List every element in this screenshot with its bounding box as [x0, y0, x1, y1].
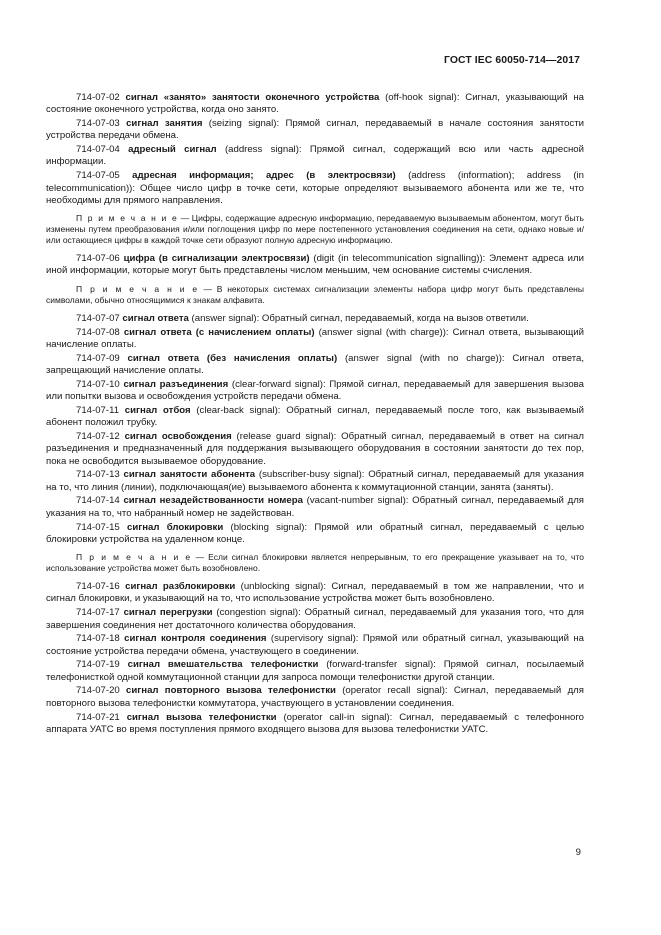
- entry-term: сигнал занятости абонента: [123, 469, 256, 481]
- note-label: П р и м е ч а н и е: [76, 283, 199, 294]
- entry-term: сигнал перегрузки: [123, 607, 213, 619]
- entry-term: цифра (в сигнализации электросвязи): [123, 253, 310, 265]
- entry-term: сигнал вмешательства телефонистки: [127, 659, 319, 671]
- entry-714-07-07: 714-07-07 сигнал ответа (answer signal): Обратный сигнал, передаваемый, когда на вызов ответили.: [76, 312, 529, 324]
- entry-term: адресная информация; адрес (в электросвязи): [132, 170, 396, 182]
- entry-term: сигнал занятия: [126, 118, 203, 130]
- entry-term: сигнал освобождения: [124, 430, 232, 442]
- note-address-info: П р и м е ч а н и е — Цифры, содержащие адресную информацию, передаваемую вызываемым абонентом, могут быть изменены путем преобразования и/или поглощения цифр по мере постепенного установления соединения на сети, однако новые и/или остающиеся цифры в каждой точке сети образуют полную адресную информацию.: [46, 213, 584, 246]
- entry-714-07-19: 714-07-19 сигнал вмешательства телефонистки (forward-transfer signal): Прямой сигнал, посылаемый телефонисткой одной коммутационной станции для запроса помощи телефонистки другой станции.: [46, 659, 584, 683]
- entry-714-07-17: 714-07-17 сигнал перегрузки (congestion signal): Обратный сигнал, передаваемый для указания того, что для завершения соединения нет достаточного количества оборудования.: [46, 607, 584, 631]
- entry-term: сигнал ответа (без начисления оплаты): [127, 352, 338, 364]
- entry-714-07-04: 714-07-04 адресный сигнал (address signal): Прямой сигнал, содержащий всю или часть адресной информации.: [46, 144, 584, 168]
- document-body: [46, 92, 584, 738]
- entry-term: сигнал незадействованности номера: [123, 495, 303, 507]
- entry-term: сигнал вызова телефонистки: [126, 711, 277, 723]
- entry-term: адресный сигнал: [128, 144, 217, 156]
- entry-714-07-14: 714-07-14 сигнал незадействованности номера (vacant-number signal): Обратный сигнал, передаваемый для указания на то, что набранный номер не задействован.: [46, 495, 584, 519]
- entry-714-07-12: 714-07-12 сигнал освобождения (release guard signal): Обратный сигнал, передаваемый в ответ на сигнал разъединения и предназначенный для поддержания вызывающего оборудования в состоянии занятости до тех пор, пока не освободится вызываемое оборудование.: [46, 430, 584, 467]
- entry-714-07-10: 714-07-10 сигнал разъединения (clear-forward signal): Прямой сигнал, передаваемый для завершения вызова или попытки вызова и освобождения устройств передачи обмена.: [46, 378, 585, 403]
- entry-term: сигнал разблокировки: [125, 581, 236, 593]
- entry-714-07-05: 714-07-05 адресная информация; адрес (в электросвязи) (address (information); address (in telecommunication)): Общее число цифр в точке сети, которые определяют вызываемого абонента или же те, что необходимы для прямого направления.: [46, 170, 584, 206]
- entry-term: сигнал разъединения: [123, 378, 229, 390]
- entry-714-07-03: 714-07-03 сигнал занятия (seizing signal): Прямой сигнал, передаваемый в начале состояния занятости устройства передачи обмена.: [46, 118, 584, 142]
- entry-714-07-09: 714-07-09 сигнал ответа (без начисления оплаты) (answer signal (with no charge)): Сигнал ответа, запрещающий начисление оплаты.: [46, 352, 585, 376]
- entry-714-07-11: 714-07-11 сигнал отбоя (clear-back signal): Обратный сигнал, передаваемый после того, как вызываемый абонент положил трубку.: [46, 404, 584, 429]
- entry-term: сигнал отбоя: [124, 404, 191, 416]
- entry-714-07-18: 714-07-18 сигнал контроля соединения (supervisory signal): Прямой или обратный сигнал, указывающий на состояние устройства передачи обмена, участвующего в соединении.: [46, 633, 584, 657]
- entry-714-07-02: 714-07-02 сигнал «занято» занятости оконечного устройства (off-hook signal): Сигнал, указывающий на состояние оконечного устройства, когда оно занято.: [46, 92, 584, 116]
- entry-term: сигнал контроля соединения: [124, 633, 267, 645]
- note-blocking: П р и м е ч а н и е — Если сигнал блокировки является непрерывным, то его прекращение указывает на то, что использование устройства может быть возобновлено.: [46, 552, 585, 574]
- entry-714-07-15: 714-07-15 сигнал блокировки (blocking signal): Прямой или обратный сигнал, передаваемый с целью блокировки устройства на удаленном конце.: [46, 521, 585, 545]
- entry-714-07-08: 714-07-08 сигнал ответа (с начислением оплаты) (answer signal (with charge)): Сигнал ответа, вызывающий начисление оплаты.: [46, 326, 584, 350]
- entry-term: сигнал ответа: [122, 312, 189, 324]
- page-number: 9: [575, 847, 581, 858]
- entry-714-07-06: 714-07-06 цифра (в сигнализации электросвязи) (digit (in telecommunication signalling)): Элемент адреса или иной информации, которые могут быть представлены числом меньшим, чем основание системы счисления.: [46, 253, 584, 277]
- note-label: П р и м е ч а н и е: [76, 213, 179, 224]
- note-digit-symbols: П р и м е ч а н и е — В некоторых системах сигнализации элементы набора цифр могут быть представлены символами, обычно относящимися к знакам алфавита.: [46, 283, 584, 305]
- entry-term: сигнал повторного вызова телефонистки: [126, 685, 336, 697]
- entry-714-07-13: 714-07-13 сигнал занятости абонента (subscriber-busy signal): Обратный сигнал, передаваемый для указания на то, что линия (линии), подключающая(ие) вызываемого абонента к коммутационной станции, занята (заняты).: [46, 469, 584, 493]
- entry-term: сигнал ответа (с начислением оплаты): [123, 326, 315, 338]
- entry-term: сигнал блокировки: [127, 521, 224, 533]
- entry-714-07-20: 714-07-20 сигнал повторного вызова телефонистки (operator recall signal): Сигнал, передаваемый для повторного вызова телефонистки коммутатора, участвующего в установлении соединения.: [46, 685, 584, 709]
- note-label: П р и м е ч а н и е: [76, 552, 192, 563]
- document-header: ГОСТ IEC 60050-714—2017: [443, 55, 580, 66]
- entry-714-07-21: 714-07-21 сигнал вызова телефонистки (operator call-in signal): Сигнал, передаваемый с телефонного аппарата УАТС во время поступления прямого входящего вызова для вызова телефонистки УАТС.: [46, 711, 584, 735]
- entry-term: сигнал «занято» занятости оконечного устройства: [125, 92, 380, 103]
- entry-714-07-16: 714-07-16 сигнал разблокировки (unblocking signal): Сигнал, передаваемый в том же направлении, что и сигнал блокировки, и указывающий на то, что использование устройства может быть возобновлено.: [46, 581, 584, 605]
